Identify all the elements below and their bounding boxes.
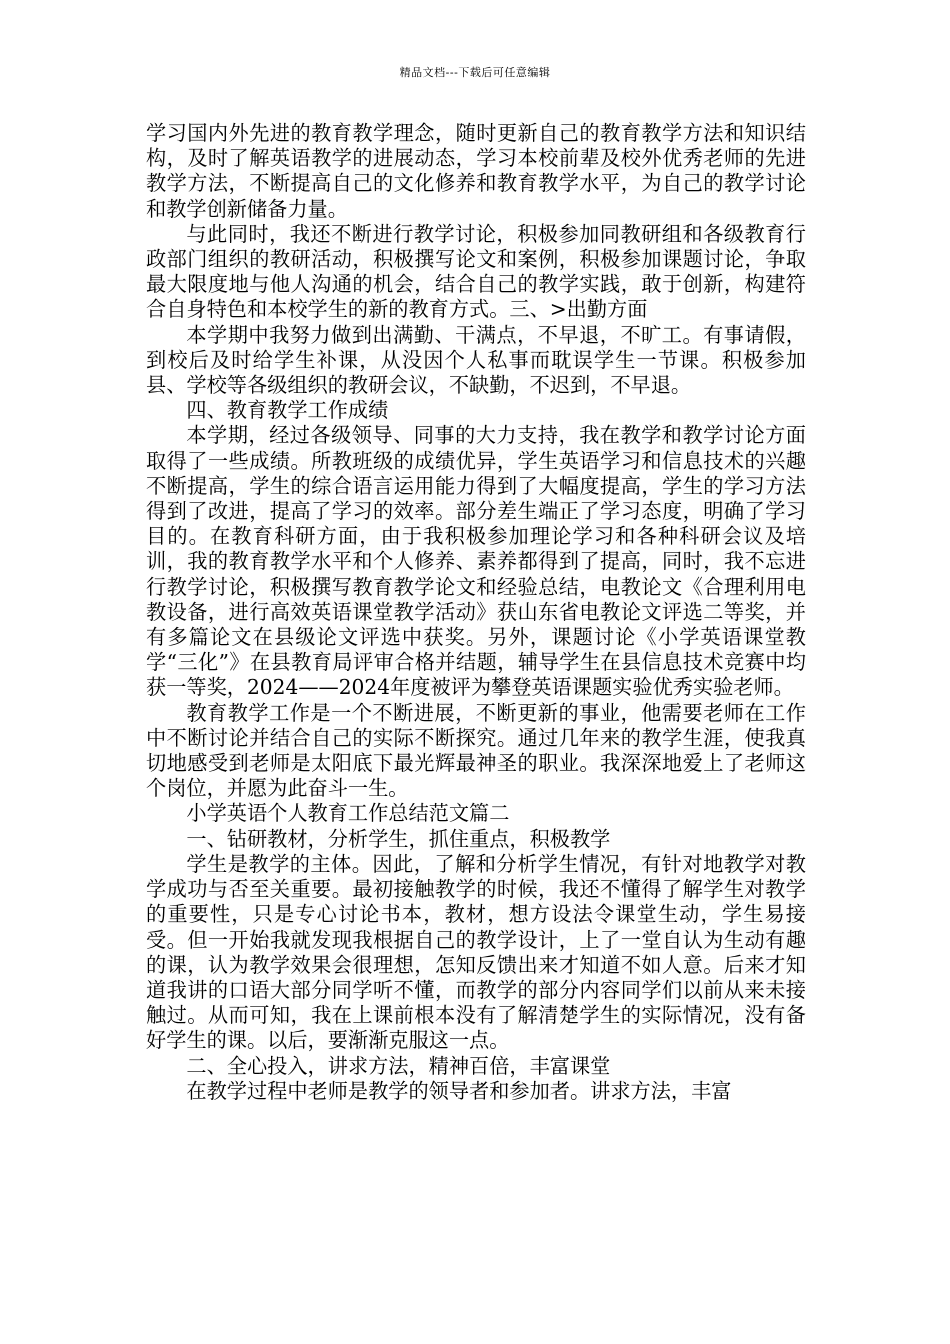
section-heading: 一、钻研教材，分析学生，抓住重点，积极教学 [186,826,611,851]
paragraph: 本学期中我努力做到出满勤、干满点，不早退，不旷工。有事请假，到校后及时给学生补课，从没因个人私事而耽误学生一节课。积极参加县、学校等各级组织的教研会议，不缺勤，不迟到，不早退。 [146,322,806,398]
document-body [146,121,806,1104]
paragraph: 教育教学工作是一个不断进展，不断更新的事业，他需要老师在工作中不断讨论并结合自己的实际不断探究。通过几年来的教学生涯，使我真切地感受到老师是太阳底下最光辉最神圣的职业。我深深地爱上了老师这个岗位，并愿为此奋斗一生。 [146,700,806,801]
page-header: 精品文档---下载后可任意编辑 [399,66,551,79]
paragraph: 学生是教学的主体。因此，了解和分析学生情况，有针对地教学对教学成功与否至关重要。最初接触教学的时候，我还不懂得了解学生对教学的重要性，只是专心讨论书本，教材，想方设法令课堂生动，学生易接受。但一开始我就发现我根据自己的教学设计，上了一堂自认为生动有趣的课，认为教学效果会很理想，怎知反馈出来才知道不如人意。后来才知道我讲的口语大部分同学听不懂，而教学的部分内容同学们以前从来未接触过。从而可知，我在上课前根本没有了解清楚学生的实际情况，没有备好学生的课。以后，要渐渐克服这一点。 [146,851,806,1053]
paragraph: 在教学过程中老师是教学的领导者和参加者。讲求方法，丰富 [186,1078,732,1103]
paragraph: 与此同时，我还不断进行教学讨论，积极参加同教研组和各级教育行政部门组织的教研活动，积极撰写论文和案例，积极参加课题讨论，争取最大限度地与他人沟通的机会，结合自己的教学实践，敢于创新，构建符合自身特色和本校学生的新的教育方式。三、>出勤方面 [146,221,806,322]
article-title: 小学英语个人教育工作总结范文篇二 [186,801,510,826]
section-heading: 二、全心投入，讲求方法，精神百倍，丰富课堂 [186,1053,611,1078]
section-heading: 四、教育教学工作成绩 [186,398,389,423]
paragraph: 学习国内外先进的教育教学理念，随时更新自己的教育教学方法和知识结构，及时了解英语教学的进展动态，学习本校前辈及校外优秀老师的先进教学方法，不断提高自己的文化修养和教育教学水平，为自己的教学讨论和教学创新储备力量。 [146,121,806,221]
paragraph: 本学期，经过各级领导、同事的大力支持，我在教学和教学讨论方面取得了一些成绩。所教班级的成绩优异，学生英语学习和信息技术的兴趣不断提高，学生的综合语言运用能力得到了大幅度提高，学生的学习方法得到了改进，提高了学习的效率。部分差生端正了学习态度，明确了学习目的。在教育科研方面，由于我积极参加理论学习和各种科研会议及培训，我的教育教学水平和个人修养、素养都得到了提高，同时，我不忘进行教学讨论，积极撰写教育教学论文和经验总结，电教论文《合理利用电教设备，进行高效英语课堂教学活动》获山东省电教论文评选二等奖，并有多篇论文在县级论文评选中获奖。另外，课题讨论《小学英语课堂教学“三化”》在县教育局评审合格并结题，辅导学生在县信息技术竞赛中均获一等奖，2024——2024年度被评为攀登英语课题实验优秀实验老师。 [146,423,806,700]
